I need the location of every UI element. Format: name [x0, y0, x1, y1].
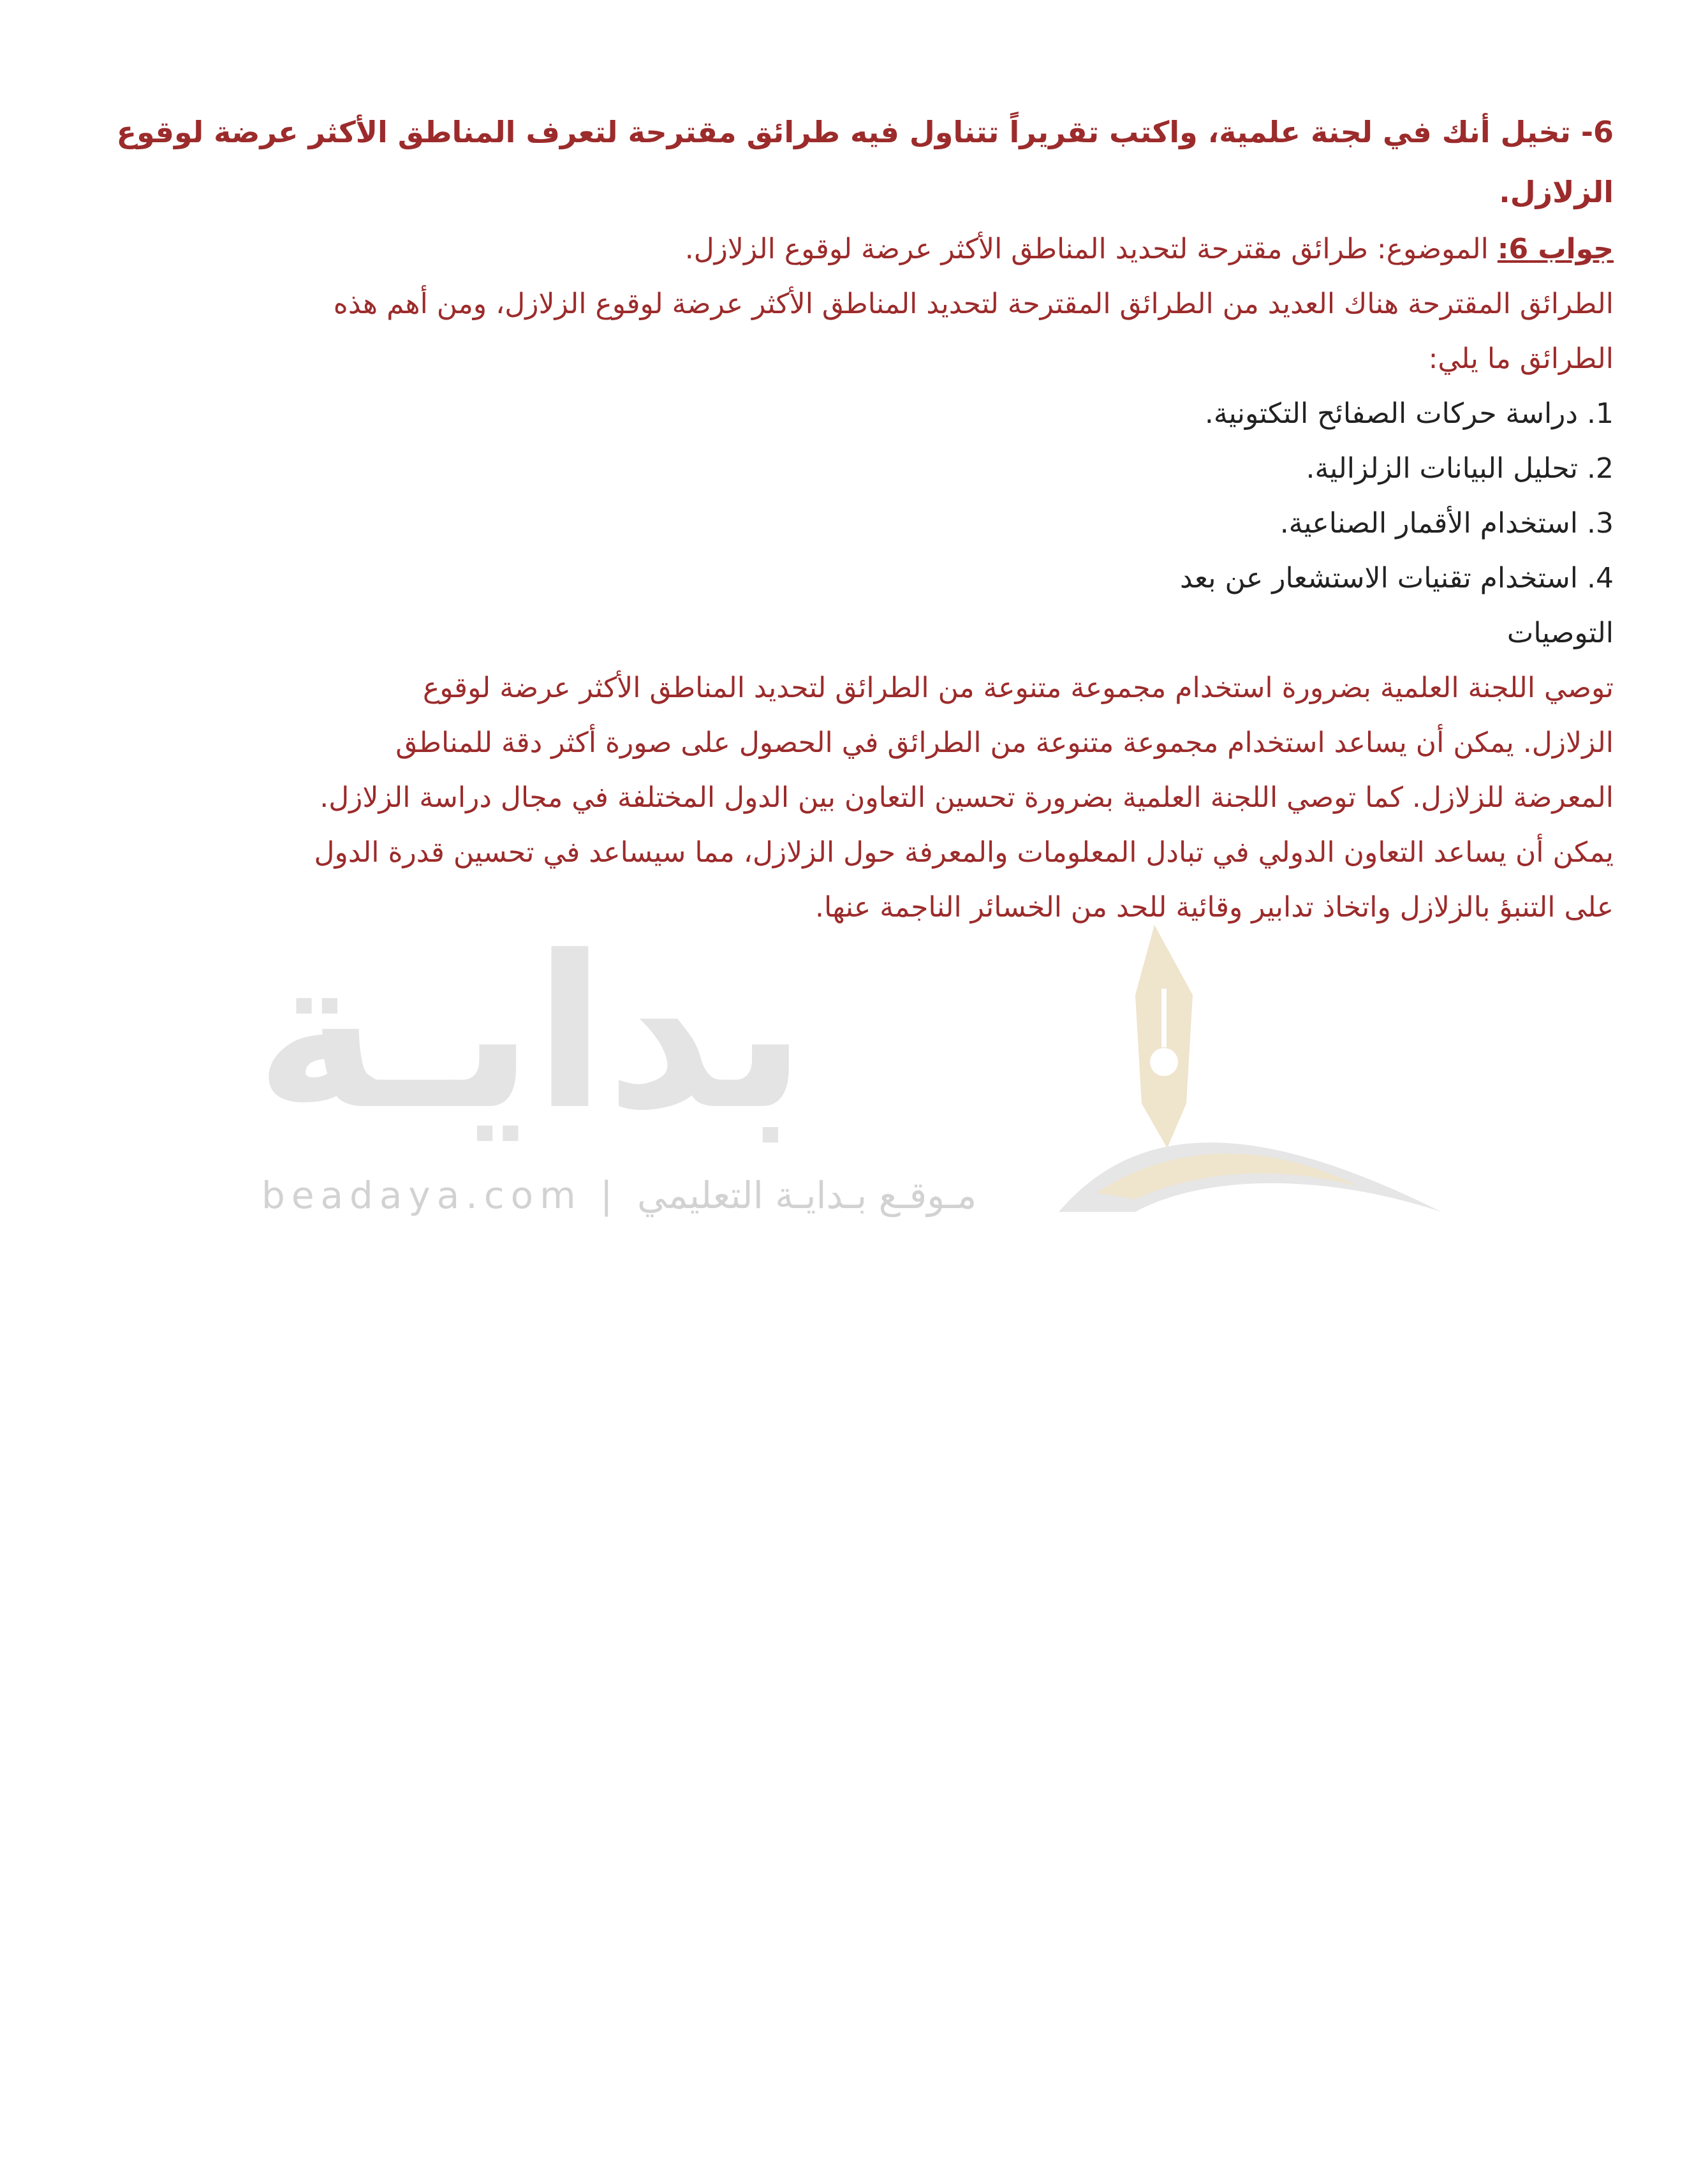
recommendation-line-3: المعرضة للزلازل. كما توصي اللجنة العلمية بضرورة تحسين التعاون بين الدول المختلفة في مجال دراسة الزلازل.: [320, 781, 1614, 814]
answer-topic: الموضوع: طرائق مقترحة لتحديد المناطق الأكثر عرضة لوقوع الزلازل.: [684, 233, 1498, 265]
method-item-2: 2. تحليل البيانات الزلزالية.: [1306, 452, 1614, 485]
method-item-1: 1. دراسة حركات الصفائح التكتونية.: [1204, 397, 1614, 430]
intro-line-2: الطرائق ما يلي:: [1428, 343, 1614, 375]
answer-line: [191, 222, 1614, 277]
question-line-1: 6- تخيل أنك في لجنة علمية، واكتب تقريراً تتناول فيه طرائق مقترحة لتعرف المناطق الأكثر عرضة لوقوع: [116, 115, 1614, 149]
method-item-3: 3. استخدام الأقمار الصناعية.: [1279, 507, 1614, 540]
pen-nib-icon: [1059, 912, 1441, 1244]
recommendation-line-2: الزلازل. يمكن أن يساعد استخدام مجموعة متنوعة من الطرائق في الحصول على صورة أكثر دقة للمناطق: [395, 727, 1614, 759]
recommendation-line-4: يمكن أن يساعد التعاون الدولي في تبادل المعلومات والمعرفة حول الزلازل، مما سيساعد في تحسين قدرة الدول: [314, 836, 1614, 869]
site-watermark: [236, 912, 1448, 1269]
question-line-2: الزلازل.: [1499, 175, 1614, 209]
method-item-4: 4. استخدام تقنيات الاستشعار عن بعد: [1179, 562, 1614, 594]
intro-line-1: الطرائق المقترحة هناك العديد من الطرائق المقترحة لتحديد المناطق الأكثر عرضة لوقوع الزلازل، ومن أهم هذه: [333, 288, 1614, 320]
document-body: [116, 102, 1614, 935]
watermark-caption: beadaya.com | مـوقـع بـدايـة التعليمي: [261, 1174, 977, 1217]
recommendation-line-1: توصي اللجنة العلمية بضرورة استخدام مجموعة متنوعة من الطرائق لتحديد المناطق الأكثر عرضة لوقوع: [423, 672, 1614, 704]
recommendations-heading: التوصيات: [1506, 617, 1614, 649]
watermark-logo-text: بدايـة: [255, 911, 807, 1156]
recommendation-line-5: على التنبؤ بالزلازل واتخاذ تدابير وقائية للحد من الخسائر الناجمة عنها.: [815, 891, 1614, 924]
answer-label: جواب 6:: [1497, 233, 1614, 265]
